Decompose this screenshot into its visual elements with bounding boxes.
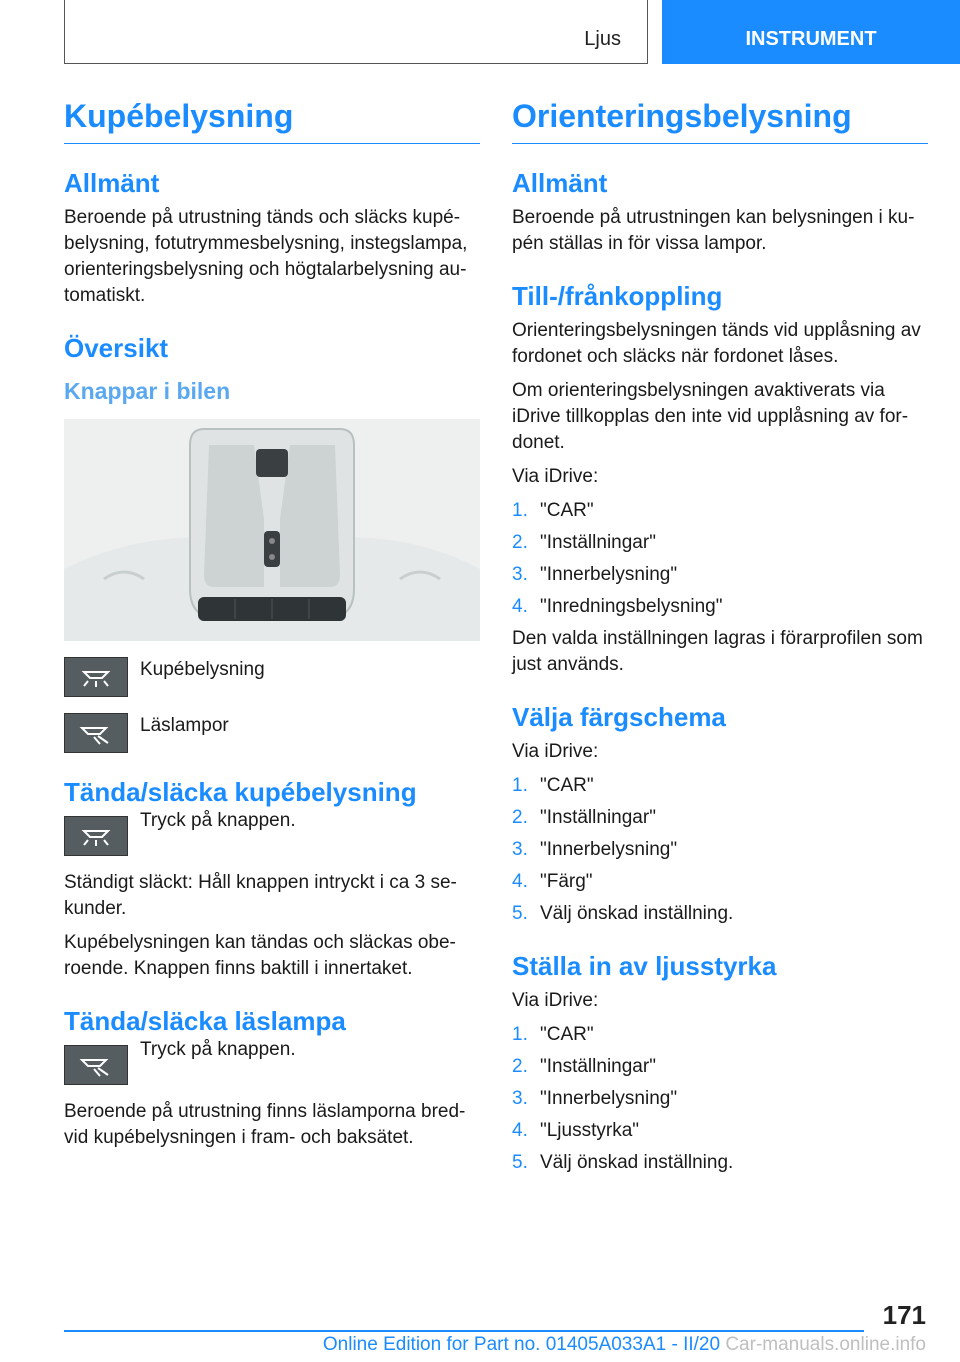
list-item: 3. "Innerbelysning" xyxy=(512,564,678,585)
brightness-steps xyxy=(512,1022,928,1176)
onoff-para2: Om orienteringsbelysningen avaktiverats via iDrive tillkopplas den inte vid upplåsning av for-donet. xyxy=(512,380,909,453)
page-number: 171 xyxy=(882,1300,926,1330)
reading-instruction: Tryck på knappen. xyxy=(140,1039,296,1060)
header-box xyxy=(64,0,648,64)
color-via: Via iDrive: xyxy=(512,741,599,762)
list-item: 3. "Innerbelysning" xyxy=(512,839,678,860)
reading-para: Beroende på utrustning finns läslamporna bred-vid kupébelysningen i fram- och baksätet. xyxy=(64,1101,466,1148)
header-section-title: Ljus xyxy=(584,28,621,50)
header-chapter-tab[interactable]: INSTRUMENT xyxy=(662,0,960,64)
list-item: 2. "Inställningar" xyxy=(512,532,656,553)
color-steps xyxy=(512,773,928,927)
list-item: 2. "Inställningar" xyxy=(512,807,656,828)
legend-label-reading: Läslampor xyxy=(140,715,229,736)
interior-light-icon xyxy=(64,816,128,856)
interior-heading: Tända/släcka kupébelysning xyxy=(64,777,417,807)
footer-divider xyxy=(64,1330,864,1332)
list-item: 4. "Inredningsbelysning" xyxy=(512,596,723,617)
list-item: 4. "Färg" xyxy=(512,871,593,892)
interior-para1: Ständigt släckt: Håll knappen intryckt i ca 3 se-kunder. xyxy=(64,872,457,919)
brightness-via: Via iDrive: xyxy=(512,990,599,1011)
reading-light-icon xyxy=(64,1045,128,1085)
list-item: 1. "CAR" xyxy=(512,1024,594,1045)
footer-site: Car-manuals.online.info xyxy=(725,1334,926,1355)
reading-heading: Tända/släcka läslampa xyxy=(64,1006,346,1036)
onoff-para1: Orienteringsbelysningen tänds vid upplåsning av fordonet och släcks när fordonet låses. xyxy=(512,320,921,367)
list-item: 5. Välj önskad inställning. xyxy=(512,1152,734,1173)
list-item: 4. "Ljusstyrka" xyxy=(512,1120,640,1141)
list-item: 1. "CAR" xyxy=(512,775,594,796)
reading-instruction-row xyxy=(64,1039,480,1085)
interior-light-icon xyxy=(64,657,128,697)
onoff-heading: Till-/frånkoppling xyxy=(512,281,723,311)
interior-instruction-row xyxy=(64,810,480,856)
roof-console-photo xyxy=(64,419,480,641)
interior-para2: Kupébelysningen kan tändas och släckas obe-roende. Knappen finns baktill i innertaket. xyxy=(64,932,456,979)
left-column xyxy=(64,98,480,1159)
legend-label-interior: Kupébelysning xyxy=(140,659,265,680)
list-item: 3. "Innerbelysning" xyxy=(512,1088,678,1109)
list-item: 1. "CAR" xyxy=(512,500,594,521)
reading-light-icon xyxy=(64,713,128,753)
interior-instruction: Tryck på knappen. xyxy=(140,810,296,831)
overview-heading: Översikt xyxy=(64,333,169,363)
right-general-text: Beroende på utrustningen kan belysningen i ku-pén ställas in för vissa lampor. xyxy=(512,207,915,254)
onoff-via: Via iDrive: xyxy=(512,466,599,487)
left-title: Kupébelysning xyxy=(64,98,480,144)
list-item: 2. "Inställningar" xyxy=(512,1056,656,1077)
onoff-after: Den valda inställningen lagras i förarprofilen som just används. xyxy=(512,628,923,675)
brightness-heading: Ställa in av ljusstyrka xyxy=(512,951,777,981)
legend-row-reading xyxy=(64,713,480,753)
left-general-heading: Allmänt xyxy=(64,168,160,198)
right-general-heading: Allmänt xyxy=(512,168,608,198)
color-heading: Välja färgschema xyxy=(512,702,726,732)
right-title: Orienteringsbelysning xyxy=(512,98,928,144)
right-column xyxy=(512,98,928,1182)
left-general-text: Beroende på utrustning tänds och släcks kupé-belysning, fotutrymmesbelysning, instegslampa, orienteringsbelysning och högtalarbelysning au-tomatiskt. xyxy=(64,207,468,306)
buttons-heading: Knappar i bilen xyxy=(64,378,231,404)
list-item: 5. Välj önskad inställning. xyxy=(512,903,734,924)
legend-row-interior xyxy=(64,657,480,697)
footer-edition-text: Online Edition for Part no. 01405A033A1 - II/20 xyxy=(322,1334,721,1355)
footer-edition xyxy=(0,1334,926,1356)
onoff-steps xyxy=(512,498,928,620)
